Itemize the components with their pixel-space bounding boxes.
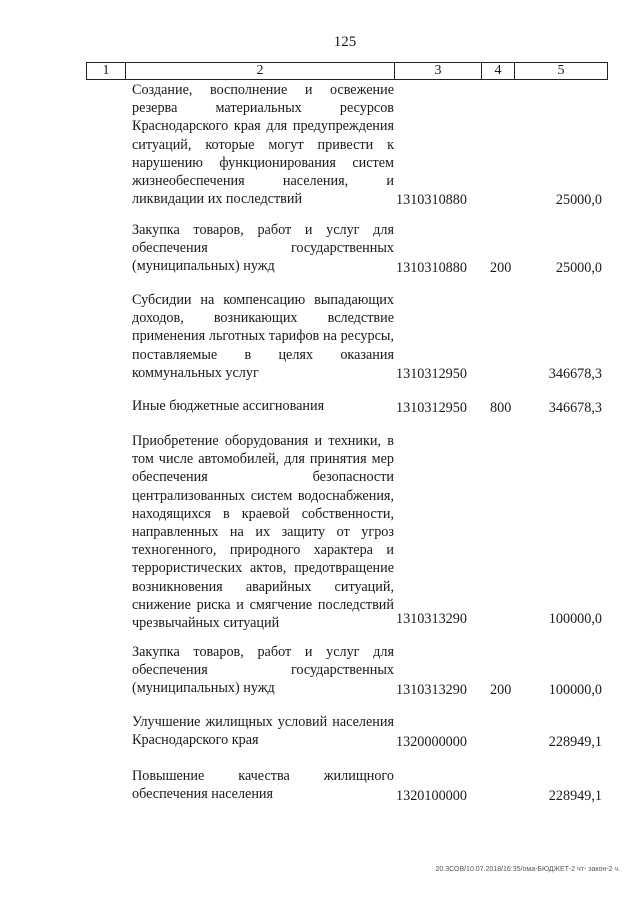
budget-row <box>0 81 640 209</box>
row-target-code: 1310313290 <box>396 681 467 698</box>
column-header-2: 2 <box>126 63 395 80</box>
row-target-code: 1310312950 <box>396 399 467 416</box>
row-description: Улучшение жилищных условий населения Краснодарского края <box>132 714 394 749</box>
row-amount: 228949,1 <box>548 787 602 804</box>
column-header-5: 5 <box>515 63 608 80</box>
budget-row <box>0 221 640 277</box>
row-amount: 346678,3 <box>548 365 602 382</box>
row-amount: 100000,0 <box>548 610 602 627</box>
row-expense-type: 800 <box>490 399 512 416</box>
row-target-code: 1310310880 <box>396 259 467 276</box>
column-header-1: 1 <box>87 63 126 80</box>
row-target-code: 1310313290 <box>396 610 467 627</box>
row-description: Повышение качества жилищного обеспечения населения <box>132 768 394 803</box>
row-target-code: 1310312950 <box>396 365 467 382</box>
page-number: 125 <box>333 34 357 50</box>
row-description: Субсидии на компенсацию выпадающих доходов, возникающих вследствие применения льготных тарифов на ресурсы, поставляемые в целях оказания коммунальных услуг <box>132 292 394 381</box>
budget-row <box>0 767 640 805</box>
row-expense-type: 200 <box>490 259 512 276</box>
row-expense-type: 200 <box>490 681 512 698</box>
budget-row <box>0 432 640 632</box>
row-description: Создание, восполнение и освежение резерва материальных ресурсов Краснодарского края для предупреждения ситуаций, которые могут привести к нарушению функционирования систем жизнеобеспечения населения, и ликвидации их последствий <box>132 82 394 208</box>
row-amount: 25000,0 <box>555 259 602 276</box>
budget-row <box>0 713 640 751</box>
budget-row <box>0 291 640 383</box>
row-description: Закупка товаров, работ и услуг для обеспечения государственных (муниципальных) нужд <box>132 222 394 275</box>
row-description: Приобретение оборудования и техники, в том числе автомобилей, для принятия мер обеспечения безопасности централизованных систем водоснабжения, находящихся в краевой собственности, направленных на их защиту от угроз техногенного, природного характера и террористических актов, предотвращение возникновения аварийных ситуаций, снижение риска и смягчение последствий чрезвычайных ситуаций <box>132 433 394 632</box>
budget-row <box>0 397 640 417</box>
budget-row <box>0 643 640 699</box>
column-header-3: 3 <box>395 63 482 80</box>
row-target-code: 1320100000 <box>396 787 467 804</box>
row-target-code: 1310310880 <box>396 191 467 208</box>
row-amount: 228949,1 <box>548 733 602 750</box>
row-target-code: 1320000000 <box>396 733 467 750</box>
row-amount: 25000,0 <box>555 191 602 208</box>
row-description: Иные бюджетные ассигнования <box>132 398 325 414</box>
column-header-4: 4 <box>482 63 515 80</box>
row-description: Закупка товаров, работ и услуг для обеспечения государственных (муниципальных) нужд <box>132 644 394 697</box>
document-footer-stamp: 20.3СОВ/10.07.2018/16:35/ома-БЮДЖЕТ-2 чт- закон-2 ч. <box>435 866 620 873</box>
row-amount: 346678,3 <box>548 399 602 416</box>
row-amount: 100000,0 <box>548 681 602 698</box>
